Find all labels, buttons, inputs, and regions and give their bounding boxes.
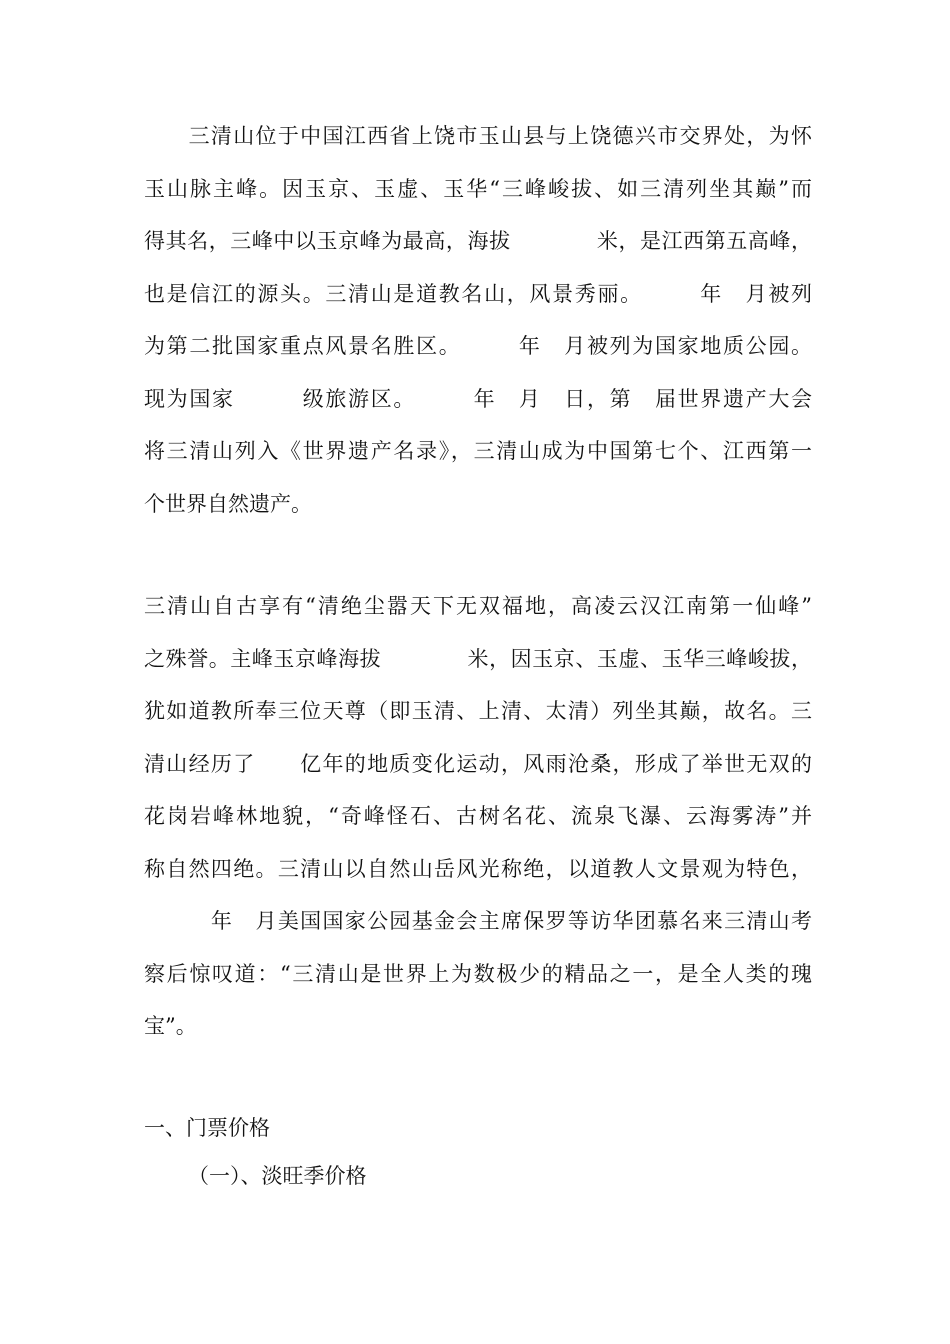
text-line: 三清山位于中国江西省上饶市玉山县与上饶德兴市交界处，为怀 — [144, 124, 812, 148]
text-line: 犹如道教所奉三位天尊（即玉清、上清、太清）列坐其巅，故名。三 — [144, 699, 812, 723]
text-line: 称自然四绝。三清山以自然山岳风光称绝，以道教人文景观为特色， — [144, 856, 812, 881]
text-line: 现为国家 级旅游区。 年 月 日，第 届世界遗产大会 — [144, 386, 812, 411]
text-line: 玉山脉主峰。因玉京、玉虚、玉华“三峰峻拔、如三清列坐其巅”而 — [144, 176, 812, 201]
section-heading: 一、门票价格 — [144, 1116, 270, 1140]
text-line: 为第二批国家重点风景名胜区。 年 月被列为国家地质公园。 — [144, 334, 812, 358]
text-line: 得其名，三峰中以玉京峰为最高，海拔 米，是江西第五高峰， — [144, 229, 812, 253]
text-line: 年 月美国国家公园基金会主席保罗等访华团慕名来三清山考 — [144, 909, 812, 933]
intro-paragraph — [144, 110, 812, 530]
text-line: 察后惊叹道：“三清山是世界上为数极少的精品之一，是全人类的瑰 — [144, 961, 812, 986]
text-line: 之殊誉。主峰玉京峰海拔 米，因玉京、玉虚、玉华三峰峻拔， — [144, 646, 812, 671]
description-paragraph — [144, 580, 812, 1053]
subsection-heading: （一）、淡旺季价格 — [188, 1164, 367, 1188]
text-line: 宝”。 — [144, 1014, 197, 1038]
text-line: 个世界自然遗产。 — [144, 491, 312, 516]
text-line: 清山经历了 亿年的地质变化运动，风雨沧桑，形成了举世无双的 — [144, 751, 812, 776]
text-line: 花岗岩峰林地貌，“奇峰怪石、古树名花、流泉飞瀑、云海雾涛”并 — [144, 804, 812, 828]
text-line: 也是信江的源头。三清山是道教名山，风景秀丽。 年 月被列 — [144, 281, 812, 306]
text-line: 将三清山列入《世界遗产名录》，三清山成为中国第七个、江西第一 — [144, 439, 812, 463]
text-line: 三清山自古享有“清绝尘嚣天下无双福地，高凌云汉江南第一仙峰” — [144, 594, 812, 618]
